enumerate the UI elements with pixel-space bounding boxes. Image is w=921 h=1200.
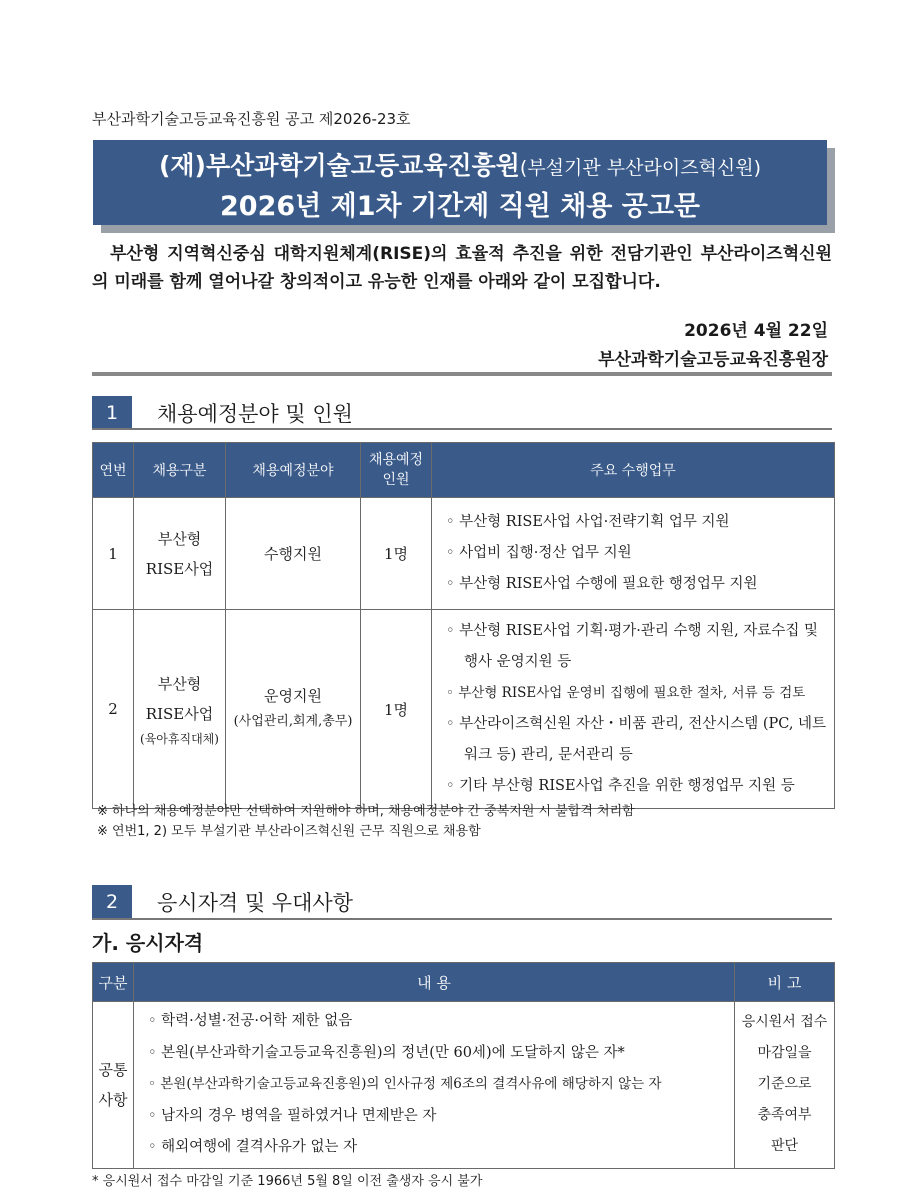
section-number: 2 xyxy=(92,885,132,919)
header-remark: 비 고 xyxy=(735,963,835,1002)
duty-item: ◦ 부산형 RISE사업 운영비 집행에 필요한 절차, 서류 등 검토 xyxy=(446,685,806,701)
remark: 응시원서 접수 마감일을 기준으로 충족여부 판단 xyxy=(735,1002,835,1169)
section-title: 응시자격 및 우대사항 xyxy=(157,891,353,915)
title-main: 2026년 제1차 기간제 직원 채용 공고문 xyxy=(220,191,700,222)
row-count: 1명 xyxy=(361,498,432,610)
duty-item: ◦ 부산형 RISE사업 수행에 필요한 행정업무 지원 xyxy=(446,576,758,592)
qualification-table xyxy=(92,962,835,1169)
row-no: 1 xyxy=(93,498,134,610)
header-category: 채용구분 xyxy=(134,443,226,498)
section-number: 1 xyxy=(92,396,132,430)
header-content: 내 용 xyxy=(134,963,735,1002)
duty-item: ◦ 부산형 RISE사업 사업·전략기획 업무 지원 xyxy=(446,514,730,530)
qualification-item: ◦ 본원(부산과학기술고등교육진흥원)의 인사규정 제6조의 결격사유에 해당하지 않는 자 xyxy=(148,1076,662,1092)
notice-date: 2026년 4월 22일 xyxy=(684,321,828,341)
qualification-items xyxy=(134,1002,735,1169)
note: ※ 하나의 채용예정분야만 선택하여 지원해야 하며, 채용예정분야 간 중복지원 시 불합격 처리함 xyxy=(97,804,635,819)
row-category: 부산형 RISE사업 (육아휴직대체) xyxy=(134,610,226,809)
header-no: 연번 xyxy=(93,443,134,498)
row-duties xyxy=(432,610,835,809)
intro-paragraph: 부산형 지역혁신중심 대학지원체계(RISE)의 효율적 추진을 위한 전담기관인 부산라이즈혁신원의 미래를 함께 열어나갈 창의적이고 유능한 인재를 아래와 같이 모집합니다. xyxy=(92,244,832,292)
header-count: 채용예정 인원 xyxy=(361,443,432,498)
header-category: 구분 xyxy=(93,963,134,1002)
title-org-sub: (부설기관 부산라이즈혁신원) xyxy=(519,157,762,179)
header-duties: 주요 수행업무 xyxy=(432,443,835,498)
title-banner xyxy=(93,140,827,225)
section-underline xyxy=(92,918,832,920)
row-field: 운영지원 (사업관리,회계,총무) xyxy=(226,610,361,809)
qualification-item: ◦ 본원(부산과학기술고등교육진흥원)의 정년(만 60세)에 도달하지 않은 자* xyxy=(148,1044,625,1061)
duty-item: ◦ 기타 부산형 RISE사업 추진을 위한 행정업무 지원 등 xyxy=(446,778,795,794)
row-count: 1명 xyxy=(361,610,432,809)
row-field: 수행지원 xyxy=(226,498,361,610)
footnote: * 응시원서 접수 마감일 기준 1966년 5월 8일 이전 출생자 응시 불가 xyxy=(92,1174,483,1189)
title-org: (재)부산과학기술고등교육진흥원(부설기관 부산라이즈혁신원) xyxy=(158,151,762,180)
row-category: 부산형 RISE사업 xyxy=(134,498,226,610)
section-underline xyxy=(92,428,832,430)
header-field: 채용예정분야 xyxy=(226,443,361,498)
recruitment-table xyxy=(92,442,835,809)
divider xyxy=(92,372,832,376)
qualification-item: ◦ 해외여행에 결격사유가 없는 자 xyxy=(148,1139,358,1155)
table-row xyxy=(93,1002,835,1169)
section-title: 채용예정분야 및 인원 xyxy=(157,402,353,426)
signer: 부산과학기술고등교육진흥원장 xyxy=(598,350,828,370)
duty-item: ◦ 사업비 집행·정산 업무 지원 xyxy=(446,545,632,561)
table-row xyxy=(93,610,835,809)
row-category: 공통 사항 xyxy=(93,1002,134,1169)
table-row xyxy=(93,498,835,610)
row-no: 2 xyxy=(93,610,134,809)
duty-item: ◦ 부산형 RISE사업 기획·평가·관리 수행 지원, 자료수집 및 행사 운영지원 등 xyxy=(446,623,818,670)
qualification-item: ◦ 남자의 경우 병역을 필하였거나 면제받은 자 xyxy=(148,1107,437,1124)
duty-item: ◦ 부산라이즈혁신원 자산・비품 관리, 전산시스템 (PC, 네트워크 등) 관리, 문서관리 등 xyxy=(446,716,827,763)
notice-number: 부산과학기술고등교육진흥원 공고 제2026-23호 xyxy=(92,110,411,128)
subsection-title: 가. 응시자격 xyxy=(92,931,204,955)
qualification-item: ◦ 학력·성별·전공·어학 제한 없음 xyxy=(148,1013,353,1029)
row-duties xyxy=(432,498,835,610)
note: ※ 연번1, 2) 모두 부설기관 부산라이즈혁신원 근무 직원으로 채용함 xyxy=(97,824,481,839)
